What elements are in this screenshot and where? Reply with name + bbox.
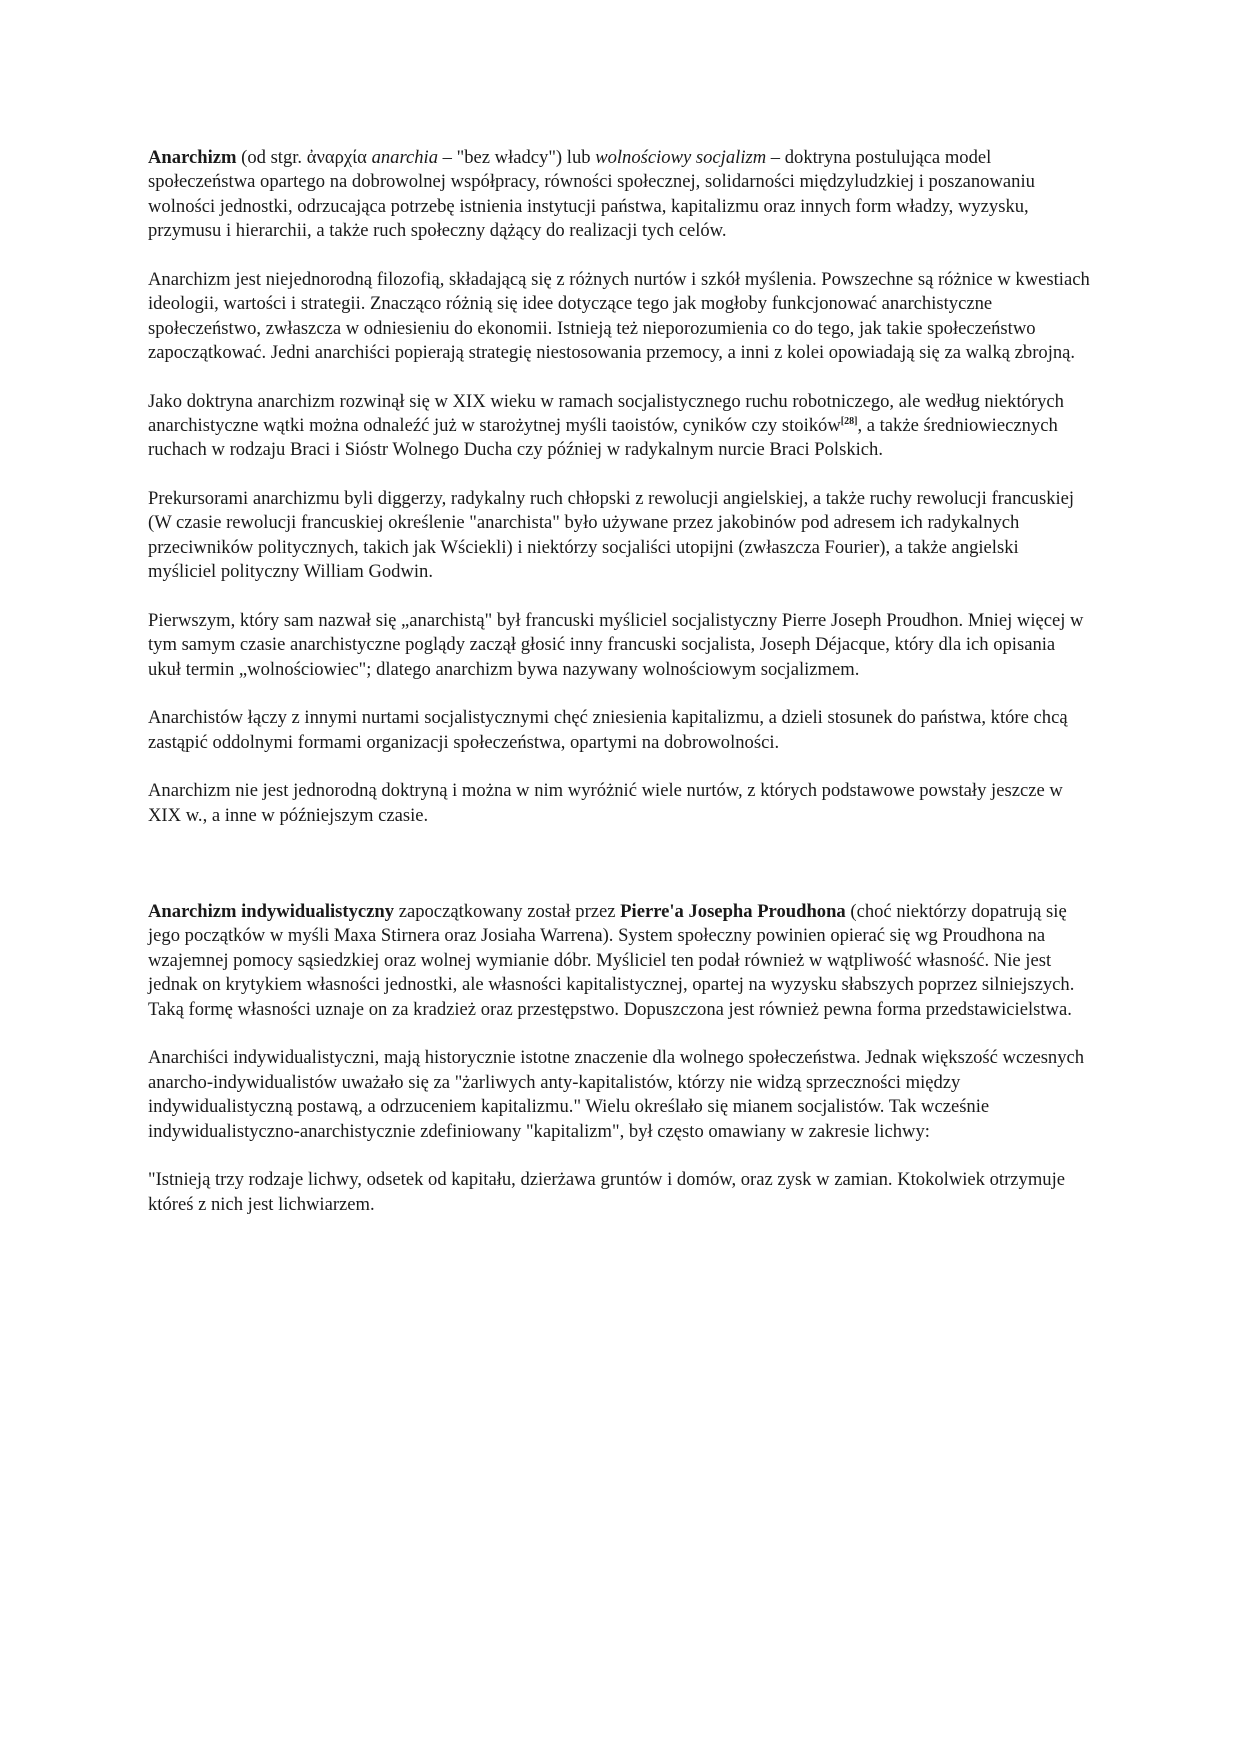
text-segment: Anarchizm indywidualistyczny bbox=[148, 901, 395, 923]
paragraph bbox=[148, 1168, 1090, 1217]
text-segment: wolnościowy socjalizm bbox=[595, 147, 767, 168]
paragraph bbox=[148, 1046, 1090, 1144]
text-segment: Pierwszym, który sam nazwał się „anarchistą" był francuski myśliciel socjalistyczny Pierre Joseph Proudhon. Mniej więcej w tym samym czasie anarchistyczne poglądy zaczął głosić inny francuski socjalista, Joseph Déjacque, który dla ich opisania ukuł termin „wolnościowiec"; dlatego anarchizm bywa nazywany wolnościowym socjalizmem. bbox=[148, 609, 1084, 680]
text-segment: ἀναρχία bbox=[306, 147, 367, 168]
text-segment: (od stgr. bbox=[236, 147, 307, 168]
text-segment: , a także średniowiecznych ruchach w rodzaju Braci i Sióstr Wolnego Ducha czy później w radykalnym nurcie Braci Polskich. bbox=[148, 415, 1058, 461]
text-segment: Prekursorami anarchizmu byli diggerzy, radykalny ruch chłopski z rewolucji angielskiej, a także ruchy rewolucji francuskiej (W czasie rewolucji francuskiej określenie "anarchista" było używane przez jakobinów pod adresem ich radykalnych przeciwników politycznych, takich jak Wściekli) i niektórzy socjaliści utopijni (zwłaszcza Fourier), a także angielski myśliciel polityczny William Godwin. bbox=[148, 488, 1075, 583]
text-segment: Anarchizm nie jest jednorodną doktryną i można w nim wyróżnić wiele nurtów, z których podstawowe powstały jeszcze w XIX w., a inne w późniejszym czasie. bbox=[148, 780, 1063, 826]
paragraph bbox=[148, 390, 1090, 463]
text-segment: zapoczątkowany został przez bbox=[394, 901, 621, 923]
footnote-reference: [28] bbox=[840, 415, 858, 427]
paragraph bbox=[148, 779, 1090, 828]
paragraph bbox=[148, 487, 1090, 585]
text-segment: Anarchizm bbox=[148, 147, 237, 168]
text-segment: – "bez władcy") lub bbox=[438, 147, 596, 168]
text-segment: Pierre'a Josepha Proudhona bbox=[620, 901, 846, 923]
text-segment: (choć niektórzy dopatrują się jego początków w myśli Maxa Stirnera oraz Josiaha Warrena). System społeczny powinien opierać się wg Proudhona na wzajemnej pomocy sąsiedzkiej oraz wolnej wymianie dóbr. Myśliciel ten podał również w wątpliwość własność. Nie jest jednak on krytykiem własności jednostki, ale własności kapitalistycznej, opartej na wyzysku słabszych poprzez silniejszych. Taką formę własności uznaje on za kradzież oraz przestępstwo. Dopuszczona jest również pewna forma przedstawicielstwa. bbox=[148, 901, 1075, 1020]
text-segment: Anarchistów łączy z innymi nurtami socjalistycznymi chęć zniesienia kapitalizmu, a dzieli stosunek do państwa, które chcą zastąpić oddolnymi formami organizacji społeczeństwa, opartymi na dobrowolności. bbox=[148, 707, 1068, 753]
document-body bbox=[148, 146, 1090, 1241]
text-segment: anarchia bbox=[371, 147, 439, 168]
text-segment: – doktryna postulująca model społeczeństwa opartego na dobrowolnej współpracy, równości społecznej, solidarności międzyludzkiej i poszanowaniu wolności jednostki, odrzucająca potrzebę istnienia instytucji państwa, kapitalizmu oraz innych form władzy, wyzysku, przymusu i hierarchii, a także ruch społeczny dążący do realizacji tych celów. bbox=[148, 147, 1035, 242]
text-segment: Anarchizm jest niejednorodną filozofią, składającą się z różnych nurtów i szkół myślenia. Powszechne są różnice w kwestiach ideologii, wartości i strategii. Znacząco różnią się idee dotyczące tego jak mogłoby funkcjonować anarchistyczne społeczeństwo, zwłaszcza w odniesieniu do ekonomii. Istnieją też nieporozumienia co do tego, jak takie społeczeństwo zapoczątkować. Jedni anarchiści popierają strategię niestosowania przemocy, a inni z kolei opowiadają się za walką zbrojną. bbox=[148, 268, 1090, 364]
paragraph bbox=[148, 706, 1090, 755]
text-segment: Jako doktryna anarchizm rozwinął się w XIX wieku w ramach socjalistycznego ruchu robotniczego, ale według niektórych anarchistyczne wątki można odnaleźć już w starożytnej myśli taoistów, cyników czy stoików bbox=[148, 390, 1064, 437]
text-segment: Anarchiści indywidualistyczni, mają historycznie istotne znaczenie dla wolnego społeczeństwa. Jednak większość wczesnych anarcho-indywidualistów uważało się za "żarliwych anty-kapitalistów, którzy nie widzą sprzeczności między indywidualistyczną postawą, a odrzuceniem kapitalizmu." Wielu określało się mianem socjalistów. Tak wcześnie indywidualistyczno-anarchistycznie zdefiniowany "kapitalizm", był często omawiany w zakresie lichwy: bbox=[148, 1047, 1085, 1142]
paragraph bbox=[148, 268, 1090, 366]
paragraph bbox=[148, 900, 1090, 1022]
paragraph bbox=[148, 609, 1090, 682]
text-segment: "Istnieją trzy rodzaje lichwy, odsetek od kapitału, dzierżawa gruntów i domów, oraz zysk w zamian. Ktokolwiek otrzymuje któreś z nich jest lichwiarzem. bbox=[148, 1169, 1066, 1215]
paragraph bbox=[148, 146, 1090, 244]
